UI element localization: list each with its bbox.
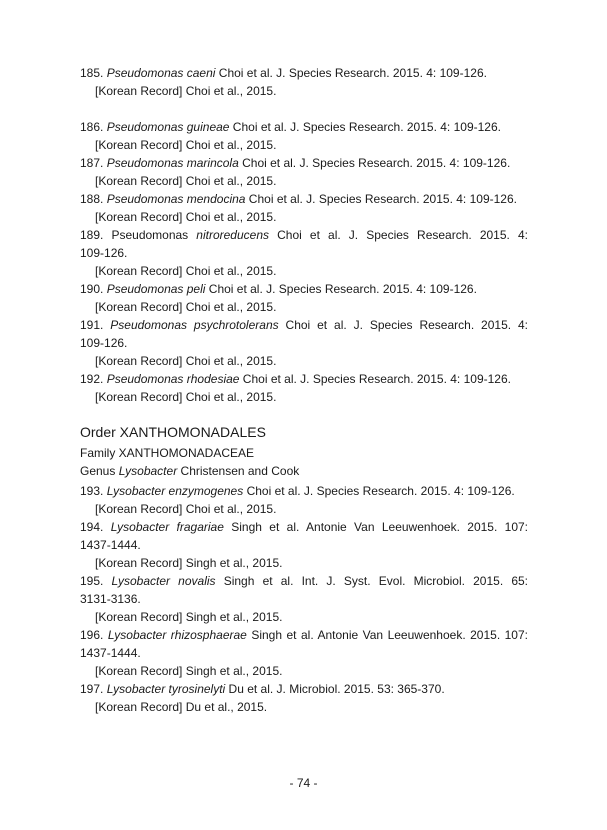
citation: Choi et al. J. Species Research. 2015. 4: 109-126. [239, 372, 511, 386]
entry-194 [80, 518, 528, 536]
citation: Du et al. J. Microbiol. 2015. 53: 365-370. [225, 682, 445, 696]
citation: Choi et al. J. Species Research. 2015. 4: 109-126. [238, 156, 511, 170]
entry-number: 193. [80, 484, 104, 498]
korean-record: [Korean Record] Choi et al., 2015. [95, 138, 277, 152]
citation-continued: 1437-1444. [80, 646, 141, 660]
entry-189 [80, 226, 528, 244]
species-name: Pseudomonas psychrotolerans [110, 318, 279, 332]
species-name: Pseudomonas mendocina [106, 192, 246, 206]
korean-record: [Korean Record] Singh et al., 2015. [95, 610, 283, 624]
genus-text: Pseudomonas [111, 228, 189, 242]
species-name: Pseudomonas guineae [106, 120, 230, 134]
entry-191 [80, 316, 528, 334]
citation-continued: 109-126. [80, 246, 128, 260]
entry-193 [80, 482, 528, 500]
citation: Singh et al. Int. J. Syst. Evol. Microbiol. 2015. 65: [215, 574, 528, 588]
korean-record: [Korean Record] Du et al., 2015. [95, 700, 268, 714]
citation: Choi et al. J. Species Research. 2015. 4: 109-126. [205, 282, 477, 296]
species-name: Pseudomonas rhodesiae [106, 372, 240, 386]
entry-number: 194. [80, 520, 104, 534]
species-name: Lysobacter fragariae [110, 520, 224, 534]
entry-188 [80, 190, 528, 208]
entry-186 [80, 118, 528, 136]
page-number: - 74 - [289, 776, 318, 790]
entry-185 [80, 64, 528, 82]
species-name: Pseudomonas peli [106, 282, 206, 296]
korean-record: [Korean Record] Choi et al., 2015. [95, 390, 277, 404]
entry-number: 191. [80, 318, 104, 332]
korean-record: [Korean Record] Choi et al., 2015. [95, 502, 277, 516]
citation: Choi et al. J. Species Research. 2015. 4: 109-126. [229, 120, 501, 134]
korean-record: [Korean Record] Choi et al., 2015. [95, 300, 277, 314]
korean-record: [Korean Record] Choi et al., 2015. [95, 264, 277, 278]
entry-195 [80, 572, 528, 590]
order-heading: Order XANTHOMONADALES [80, 424, 266, 440]
citation-continued: 3131-3136. [80, 592, 141, 606]
genus-heading [80, 464, 299, 478]
entry-192 [80, 370, 528, 388]
citation: Singh et al. Antonie Van Leeuwenhoek. 2015. 107: [246, 628, 528, 642]
korean-record: [Korean Record] Choi et al., 2015. [95, 354, 277, 368]
korean-record: [Korean Record] Singh et al., 2015. [95, 556, 283, 570]
species-name: Pseudomonas caeni [106, 66, 216, 80]
species-name: Lysobacter novalis [111, 574, 216, 588]
entry-number: 195. [80, 574, 104, 588]
citation-continued: 1437-1444. [80, 538, 141, 552]
species-name: Pseudomonas marincola [106, 156, 239, 170]
citation: Choi et al. J. Species Research. 2015. 4: 109-126. [245, 192, 517, 206]
entry-number: 189. [80, 228, 104, 242]
entry-190 [80, 280, 528, 298]
entry-number: 186. [80, 120, 104, 134]
species-name: Lysobacter rhizosphaerae [107, 628, 247, 642]
citation: Choi et al. J. Species Research. 2015. 4: [278, 318, 528, 332]
citation: Choi et al. J. Species Research. 2015. 4: 109-126. [215, 66, 487, 80]
entry-number: 188. [80, 192, 104, 206]
genus-name: Lysobacter [118, 464, 178, 478]
family-heading: Family XANTHOMONADACEAE [80, 446, 255, 460]
korean-record: [Korean Record] Singh et al., 2015. [95, 664, 283, 678]
species-name: Lysobacter tyrosinelyti [106, 682, 226, 696]
genus-authority: Christensen and Cook [177, 464, 300, 478]
korean-record: [Korean Record] Choi et al., 2015. [95, 210, 277, 224]
citation: Singh et al. Antonie Van Leeuwenhoek. 2015. 107: [223, 520, 529, 534]
entry-196 [80, 626, 528, 644]
entry-number: 197. [80, 682, 104, 696]
entry-number: 190. [80, 282, 104, 296]
entry-number: 187. [80, 156, 104, 170]
entry-number: 192. [80, 372, 104, 386]
entry-197 [80, 680, 528, 698]
citation: Choi et al. J. Species Research. 2015. 4: [269, 228, 528, 242]
citation: Choi et al. J. Species Research. 2015. 4: 109-126. [243, 484, 515, 498]
korean-record: [Korean Record] Choi et al., 2015. [95, 84, 277, 98]
entry-187 [80, 154, 528, 172]
species-name: nitroreducens [196, 228, 270, 242]
citation-continued: 109-126. [80, 336, 128, 350]
entry-number: 196. [80, 628, 104, 642]
genus-prefix: Genus [80, 464, 119, 478]
entry-number: 185. [80, 66, 104, 80]
species-name: Lysobacter enzymogenes [106, 484, 244, 498]
korean-record: [Korean Record] Choi et al., 2015. [95, 174, 277, 188]
